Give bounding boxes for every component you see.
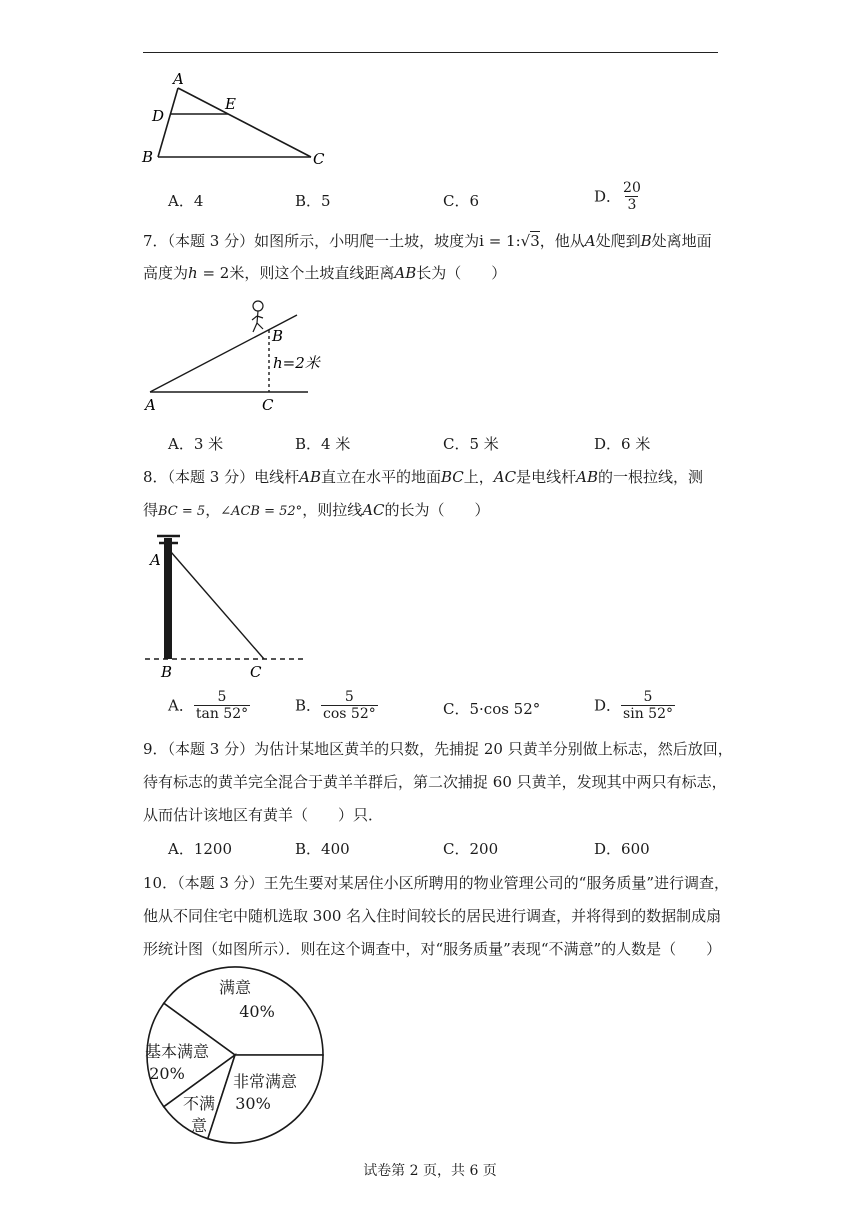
q6-option-d[interactable]: [594, 180, 643, 213]
page-footer: 试卷第 2 页，共 6 页: [363, 1163, 497, 1179]
q6-option-a[interactable]: A．4: [168, 192, 204, 210]
q9-text-line2: 待有标志的黄羊完全混合于黄羊羊群后，第二次捕捉 60 只黄羊，发现其中两只有标志，: [143, 773, 727, 791]
q7-option-b[interactable]: B．4 米: [295, 435, 351, 453]
q7-option-d[interactable]: D．6 米: [594, 435, 651, 453]
label-c: C: [262, 396, 274, 414]
pie-label-1: 基本满意: [144, 1042, 210, 1061]
q8-option-b[interactable]: B． $\frac{5}{\cos 52^\circ}$: [295, 689, 376, 722]
pie-label-unsatisfied-line2: 意: [191, 1116, 208, 1135]
q9-option-b[interactable]: B．400: [295, 840, 350, 858]
pie-percent-1: 20%: [149, 1064, 185, 1083]
label-a: A: [145, 396, 156, 414]
q10-text-line3: 形统计图（如图所示）．则在这个调查中，对“服务质量”表现“不满意”的人数是（ ）: [143, 940, 722, 958]
slope-figure-q7: [140, 296, 340, 416]
q6-option-b[interactable]: B．5: [295, 192, 331, 210]
label-a: A: [173, 70, 184, 88]
q7-text-line1: 7．（本题 3 分）如图所示，小明爬一土坡，坡度为i = 1:√3，他从A处爬到B处离地面: [143, 232, 712, 250]
q8-option-a-fraction: $\frac{5}{\tan 52^\circ}$: [195, 689, 249, 722]
label-a: A: [150, 551, 161, 569]
pie-percent-0: 40%: [239, 1002, 275, 1021]
q7-option-c[interactable]: C．5 米: [443, 435, 499, 453]
q8-text-line1: 8．（本题 3 分）电线杆AB直立在水平的地面BC上，AC是电线杆AB的一根拉线，测: [143, 468, 703, 486]
q8-option-c[interactable]: C．5·cos 52°: [443, 700, 541, 718]
q8-option-b-fraction: $\frac{5}{\cos 52^\circ}$: [323, 689, 376, 722]
pie-percent-3: 30%: [235, 1094, 271, 1113]
label-c: C: [250, 663, 262, 681]
pole-figure-q8: [140, 530, 320, 682]
q7-text-line2: 高度为h = 2米，则这个土坡直线距离AB长为（ ）: [143, 264, 507, 282]
label-h: h=2米: [273, 354, 320, 372]
pie-label-3: 非常满意: [232, 1072, 298, 1091]
q8-option-a[interactable]: A． $\frac{5}{\tan 52^\circ}$: [168, 689, 249, 722]
q10-text-line2: 他从不同住宅中随机选取 300 名入住时间较长的居民进行调查，并将得到的数据制成扇: [143, 907, 722, 925]
label-e: E: [225, 95, 236, 113]
q8-option-d[interactable]: D． $\frac{5}{\sin 52^\circ}$: [594, 689, 673, 722]
climber-icon: [252, 301, 263, 332]
q8-text-line2: 得BC = 5，∠ACB = 52°，则拉线AC的长为（ ）: [143, 501, 490, 519]
q9-option-c[interactable]: C．200: [443, 840, 499, 858]
q6-option-d-fraction: $\frac{20}{3}$: [623, 180, 641, 213]
pie-chart: [140, 964, 340, 1150]
sqrt-symbol: √: [520, 232, 531, 250]
triangle-figure-q6: [135, 66, 335, 170]
q6-option-c[interactable]: C．6: [443, 192, 480, 210]
pie-label-0: 满意: [218, 978, 252, 997]
q6-option-d-prefix: D．: [594, 187, 622, 206]
q7-option-a[interactable]: A．3 米: [168, 435, 224, 453]
q8-option-d-fraction: $\frac{5}{\sin 52^\circ}$: [623, 689, 673, 722]
q9-text-line1: 9．（本题 3 分）为估计某地区黄羊的只数，先捕捉 20 只黄羊分别做上标志，然后放回，: [143, 740, 733, 758]
q9-option-d[interactable]: D．600: [594, 840, 650, 858]
header-rule: [143, 52, 718, 53]
label-b: B: [142, 148, 154, 166]
q9-text-line3: 从而估计该地区有黄羊（ ）只．: [143, 806, 384, 824]
label-b: B: [161, 663, 173, 681]
q9-option-a[interactable]: A．1200: [168, 840, 233, 858]
guy-wire: [171, 552, 264, 659]
pie-label-unsatisfied-line1: 不满: [183, 1094, 216, 1113]
label-d: D: [152, 107, 165, 125]
q10-text-line1: 10．（本题 3 分）王先生要对某居住小区所聘用的物业管理公司的“服务质量”进行调查，: [143, 874, 730, 892]
label-c: C: [313, 150, 325, 168]
label-b: B: [272, 327, 284, 345]
